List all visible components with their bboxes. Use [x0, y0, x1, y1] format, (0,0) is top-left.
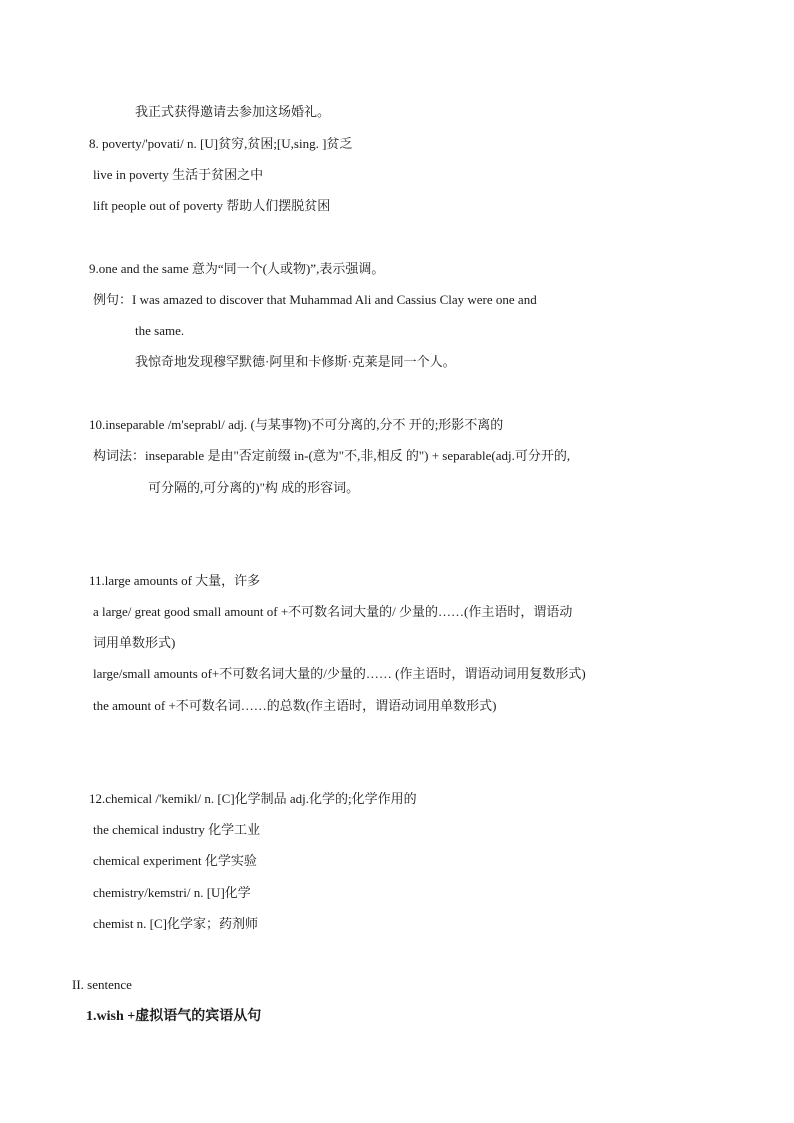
phrase-chemical-industry: the chemical industry 化学工业	[93, 822, 261, 837]
word-formation-cont: 可分隔的,可分离的)"构 成的形容词。	[148, 480, 360, 495]
phrase-lift-out-of-poverty: lift people out of poverty 帮助人们摆脱贫困	[93, 198, 331, 213]
vocab-item-11-large-amounts: 11.large amounts of 大量，许多	[89, 573, 261, 588]
usage-amount-of-cont: 词用单数形式)	[93, 635, 176, 650]
usage-amount-of: a large/ great good small amount of +不可数名词大量的/ 少量的……(作主语时，谓语动	[93, 604, 573, 619]
sentence-item-1-wish: 1.wish +虚拟语气的宾语从句	[86, 1009, 262, 1024]
usage-amounts-of: large/small amounts of+不可数名词大量的/少量的…… (作主语时，谓语动词用复数形式)	[93, 666, 586, 681]
example-translation: 我惊奇地发现穆罕默德·阿里和卡修斯·克莱是同一个人。	[135, 354, 456, 369]
usage-the-amount-of: the amount of +不可数名词……的总数(作主语时，谓语动词用单数形式)	[93, 698, 497, 713]
vocab-item-10-inseparable: 10.inseparable /m'seprabl/ adj. (与某事物)不可分离的,分不 开的;形影不离的	[89, 417, 504, 432]
phrase-chemical-experiment: chemical experiment 化学实验	[93, 853, 257, 868]
vocab-item-12-chemical: 12.chemical /'kemikl/ n. [C]化学制品 adj.化学的;化学作用的	[89, 791, 417, 806]
vocab-item-8-poverty: 8. poverty/'povati/ n. [U]贫穷,贫困;[U,sing. ]贫乏	[89, 136, 353, 151]
word-formation: 构词法：inseparable 是由"否定前缀 in-(意为"不,非,相反 的") + separable(adj.可分开的,	[93, 448, 571, 463]
example-sentence: 例句：I was amazed to discover that Muhammad Ali and Cassius Clay were one and	[93, 292, 537, 307]
section-heading-sentence: II. sentence	[72, 977, 132, 992]
word-chemistry: chemistry/kemstri/ n. [U]化学	[93, 885, 251, 900]
example-sentence-cont: the same.	[135, 323, 185, 338]
translation-wedding: 我正式获得邀请去参加这场婚礼。	[135, 104, 331, 119]
phrase-live-in-poverty: live in poverty 生活于贫困之中	[93, 167, 264, 182]
vocab-item-9-one-and-the-same: 9.one and the same 意为“同一个(人或物)”,表示强调。	[89, 261, 385, 276]
word-chemist: chemist n. [C]化学家；药剂师	[93, 916, 259, 931]
